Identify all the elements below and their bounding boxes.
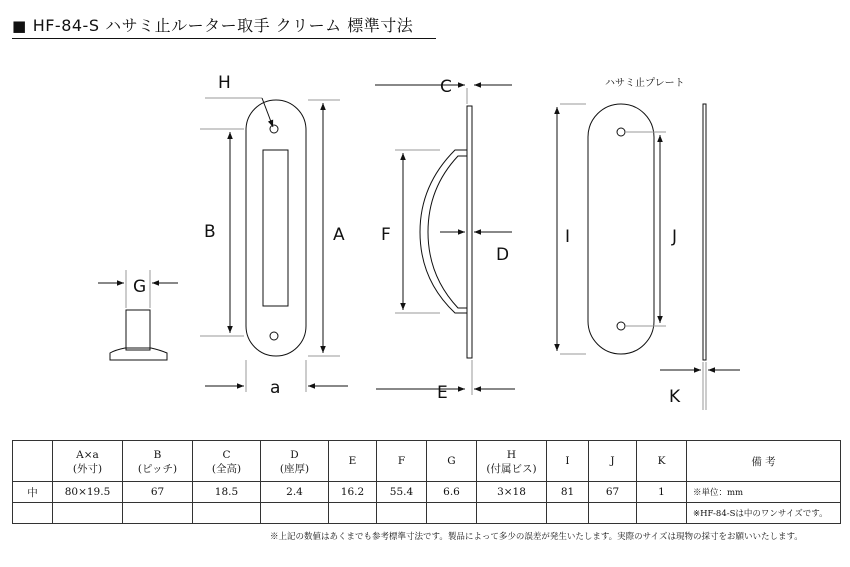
cell-empty	[477, 503, 547, 524]
label-E: E	[437, 383, 448, 403]
screw-hole-top	[270, 125, 278, 133]
plate-view	[557, 104, 740, 410]
plate-edge-view	[703, 104, 706, 360]
cell-empty	[193, 503, 261, 524]
th-H-sub: (付属ビス)	[477, 461, 547, 482]
cell-empty	[261, 503, 329, 524]
th-G: G	[427, 441, 477, 482]
cell-F: 55.4	[377, 482, 427, 503]
cell-H: 3×18	[477, 482, 547, 503]
label-a: a	[270, 378, 281, 398]
th-size-sub	[13, 461, 53, 482]
th-E: E	[329, 441, 377, 482]
th-I: I	[547, 441, 589, 482]
plate-hole-bottom	[617, 322, 625, 330]
th-B-sub: (ピッチ)	[123, 461, 193, 482]
label-C: C	[440, 77, 452, 97]
cell-B: 67	[123, 482, 193, 503]
cell-C: 18.5	[193, 482, 261, 503]
th-D: D	[261, 441, 329, 462]
cell-empty	[13, 503, 53, 524]
cell-size: 中	[13, 482, 53, 503]
th-D-sub: (座厚)	[261, 461, 329, 482]
label-B: B	[204, 222, 216, 242]
label-H: H	[218, 73, 231, 93]
cell-empty	[329, 503, 377, 524]
label-F: F	[381, 225, 391, 245]
cell-empty	[589, 503, 637, 524]
cell-J: 67	[589, 482, 637, 503]
cell-K: 1	[637, 482, 687, 503]
cell-empty	[123, 503, 193, 524]
handle-plate-outline	[246, 100, 306, 356]
cell-I: 81	[547, 482, 589, 503]
footnote: ※上記の数値はあくまでも参考標準寸法です。製品によって多少の誤差が発生いたします。実際のサイズは現物の採寸をお願いいたします。	[270, 532, 803, 542]
front-view	[200, 98, 348, 392]
th-C-sub: (全高)	[193, 461, 261, 482]
th-C: C	[193, 441, 261, 462]
title-text: HF-84-S ハサミ止ルーター取手 クリーム 標準寸法	[32, 16, 414, 35]
cell-empty	[377, 503, 427, 524]
label-G: G	[133, 277, 147, 297]
th-A-sub: (外寸)	[53, 461, 123, 482]
th-J: J	[589, 441, 637, 482]
th-K: K	[637, 441, 687, 482]
label-D: D	[496, 245, 510, 265]
cell-empty	[53, 503, 123, 524]
table-row	[13, 482, 841, 503]
label-J: J	[672, 227, 678, 247]
cell-G: 6.6	[427, 482, 477, 503]
cell-E: 16.2	[329, 482, 377, 503]
th-A: A×a	[53, 441, 123, 462]
table-row	[13, 503, 841, 524]
label-I: I	[565, 227, 571, 247]
cell-empty	[427, 503, 477, 524]
cell-D: 2.4	[261, 482, 329, 503]
th-B: B	[123, 441, 193, 462]
th-F: F	[377, 441, 427, 482]
cell-note-unit: ※単位：mm	[687, 482, 841, 503]
handle-recess	[263, 150, 288, 306]
th-remarks: 備 考	[687, 441, 841, 482]
cell-note-size: ※HF-84-Sは中のワンサイズです。	[687, 503, 841, 524]
label-plate: ハサミ止プレート	[605, 78, 685, 89]
cell-empty	[547, 503, 589, 524]
grommet-body	[126, 310, 150, 350]
spec-table	[12, 440, 841, 524]
screw-hole-bottom	[270, 332, 278, 340]
title-square-icon: ■	[12, 17, 27, 35]
cell-empty	[637, 503, 687, 524]
cell-A: 80×19.5	[53, 482, 123, 503]
th-size	[13, 441, 53, 462]
label-A: A	[333, 225, 345, 245]
side-view	[375, 85, 515, 395]
side-plate-outline	[467, 106, 472, 358]
th-H: H	[477, 441, 547, 462]
label-K: K	[669, 387, 681, 407]
plate-outline	[588, 104, 654, 354]
plate-hole-top	[617, 128, 625, 136]
